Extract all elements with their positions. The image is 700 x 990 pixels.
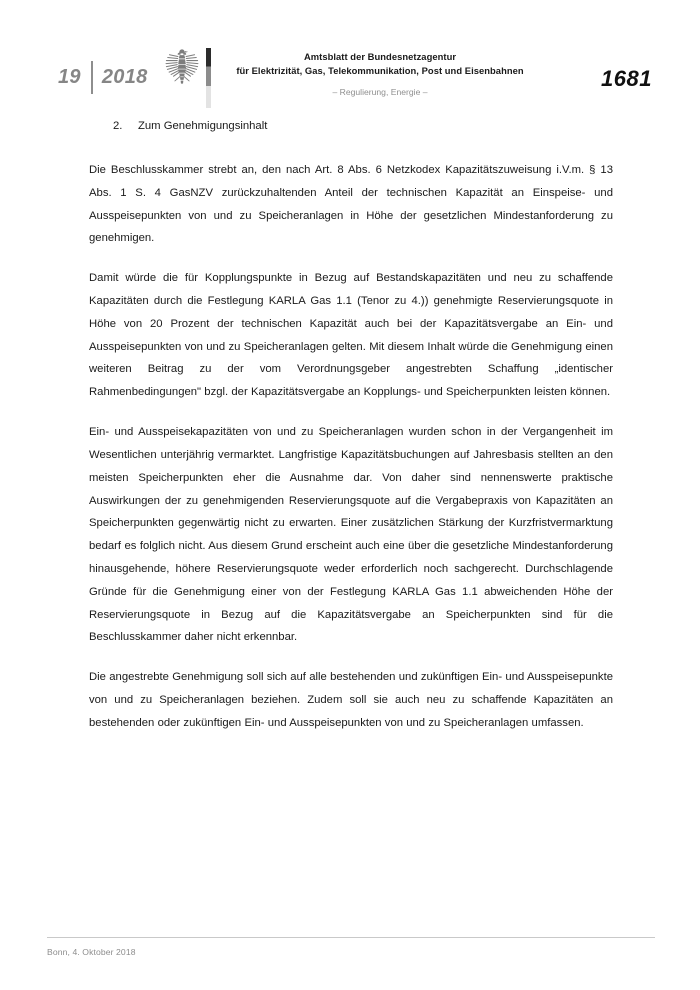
issue-number: 19 <box>58 66 81 88</box>
section-title: Zum Genehmigungsinhalt <box>138 120 268 132</box>
body-paragraph: Ein- und Ausspeisekapazitäten von und zu Speicheranlagen wurden schon in der Vergangenheit im Wesentlichen unterjährig vermarktet. Langfristige Kapazitätsbuchungen auf Jahresbasis stellten an den meisten Speicherpunkten eher die Ausnahme dar. Von daher sind nennenswerte praktische Auswirkungen der zu genehmigenden Reservierungsquote auf die Vergabepraxis von Kapazitäten an Speicherpunkten gegenwärtig nicht zu erwarten. Einer zusätzlichen Stärkung der Kurzfristvermarktung bedarf es folglich nicht. Aus diesem Grund erscheint auch eine über die gesetzliche Mindestanforderung hinausgehende, höhere Reservierungsquote weder erforderlich noch sachgerecht. Durchschlagende Gründe für die Genehmigung einer von der Festlegung KARLA Gas 1.1 abweichenden Höhe der Reservierungsquote in Bezug auf die Kapazitätsvergabe an Speicherpunkten sind für die Beschlusskammer daher nicht erkennbar. <box>89 426 613 644</box>
page-header <box>0 22 700 98</box>
issue-divider <box>91 61 93 94</box>
federal-emblem-block <box>165 48 211 108</box>
body-paragraph: Die Beschlusskammer strebt an, den nach Art. 8 Abs. 6 Netzkodex Kapazitätszuweisung i.V.m. § 13 Abs. 1 S. 4 GasNZV zurückzuhaltenden Anteil der technischen Kapazität an Einspeise- und Ausspeisepunkten von und zu Speicheranlagen in Höhe der gesetzlichen Mindestanforderung zu genehmigen. <box>89 163 613 245</box>
footer-divider <box>47 937 655 938</box>
issue-identifier <box>58 60 148 94</box>
footer-location-date: Bonn, 4. Oktober 2018 <box>47 946 136 957</box>
journal-title-line-2: für Elektrizität, Gas, Telekommunikation, Post und Eisenbahnen <box>236 64 524 76</box>
journal-title-block <box>232 50 528 98</box>
german-flag-bar-icon <box>206 48 211 108</box>
document-body <box>89 118 613 735</box>
section-heading <box>113 118 613 135</box>
page-number: 1681 <box>601 66 652 91</box>
bundesadler-eagle-icon <box>165 48 199 86</box>
journal-title-line-1: Amtsblatt der Bundesnetzagentur <box>303 51 457 62</box>
issue-year: 2018 <box>101 66 148 88</box>
journal-subtitle: – Regulierung, Energie – <box>332 87 428 98</box>
body-paragraph: Die angestrebte Genehmigung soll sich auf alle bestehenden und zukünftigen Ein- und Ausspeisepunkte von und zu Speicheranlagen beziehen. Zudem soll sie auch neu zu schaffende Kapazitäten an bestehenden oder zukünftigen Ein- und Ausspeisepunkten von und zu Speicheranlagen umfassen. <box>89 671 613 729</box>
page-footer <box>47 937 655 958</box>
section-number: 2. <box>113 120 123 132</box>
body-paragraph: Damit würde die für Kopplungspunkte in Bezug auf Bestandskapazitäten und neu zu schaffende Kapazitäten durch die Festlegung KARLA Gas 1.1 (Tenor zu 4.)) genehmigte Reservierungsquote in Höhe von 20 Prozent der technischen Kapazität auch bei der Kapazitätsvergabe an Ein- und Ausspeisepunkten von und zu Speicheranlagen gelten. Mit diesem Inhalt würde die Genehmigung einen weiteren Beitrag zu der vom Verordnungsgeber angestrebten Schaffung „identischer Rahmenbedingungen" bzgl. der Kapazitätsvergabe an Kopplungs- und Speicherpunkten leisten können. <box>89 272 613 399</box>
